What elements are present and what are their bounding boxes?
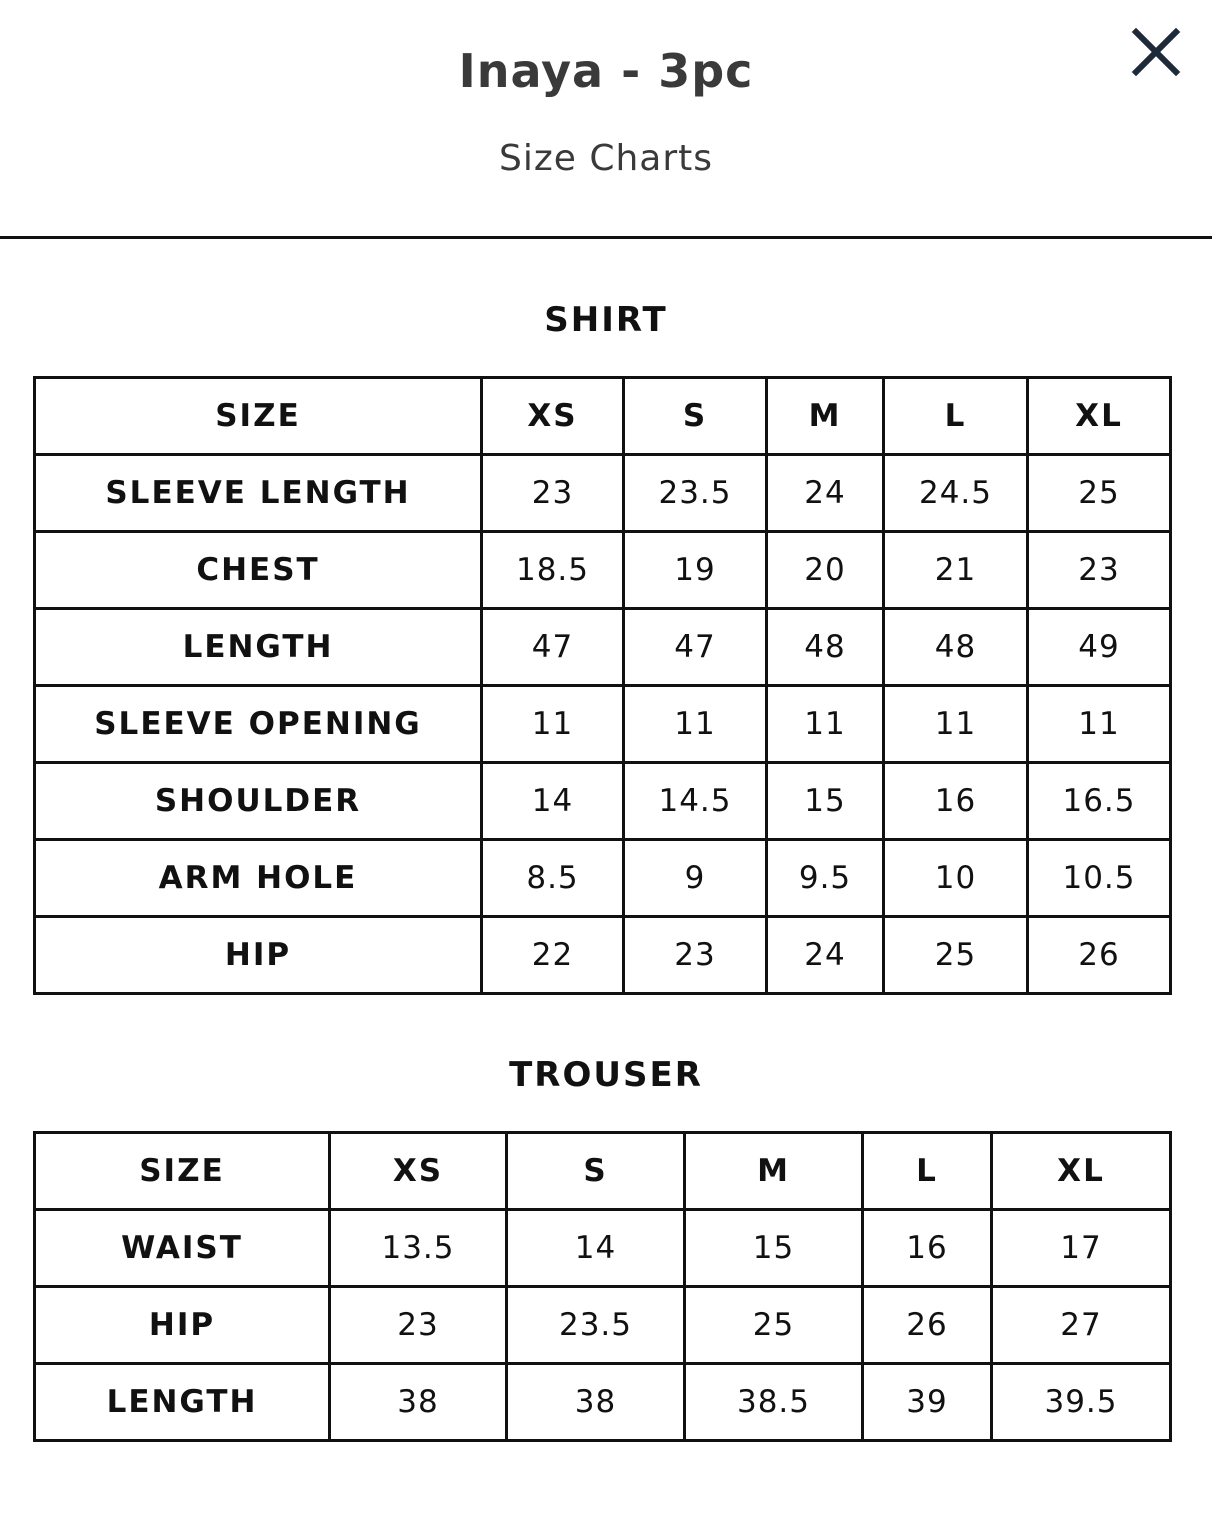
header-divider	[0, 236, 1212, 239]
table-row	[35, 532, 1171, 609]
table-cell: 11	[884, 686, 1028, 763]
table-cell: 8.5	[482, 840, 624, 917]
column-header: XL	[992, 1133, 1171, 1210]
table-cell: 16	[884, 763, 1028, 840]
table-cell: 24.5	[884, 455, 1028, 532]
table-cell: 39	[863, 1364, 992, 1441]
row-label: SHOULDER	[35, 763, 482, 840]
row-label: HIP	[35, 917, 482, 994]
table-cell: 15	[685, 1210, 863, 1287]
table-cell: 23	[330, 1287, 507, 1364]
table-cell: 47	[624, 609, 767, 686]
table-cell: 27	[992, 1287, 1171, 1364]
table-cell: 26	[863, 1287, 992, 1364]
column-header: S	[624, 378, 767, 455]
row-label: CHEST	[35, 532, 482, 609]
modal-header	[0, 0, 1212, 240]
table-header-row	[35, 1133, 1171, 1210]
table-cell: 11	[767, 686, 884, 763]
column-header: XS	[330, 1133, 507, 1210]
column-header: M	[685, 1133, 863, 1210]
table-cell: 48	[884, 609, 1028, 686]
table-cell: 23.5	[624, 455, 767, 532]
row-label: LENGTH	[35, 1364, 330, 1441]
table-row	[35, 455, 1171, 532]
table-cell: 15	[767, 763, 884, 840]
table-cell: 9	[624, 840, 767, 917]
trouser-size-table	[33, 1131, 1172, 1442]
table-cell: 16	[863, 1210, 992, 1287]
table-cell: 26	[1028, 917, 1171, 994]
column-header: S	[507, 1133, 685, 1210]
column-header: L	[863, 1133, 992, 1210]
shirt-size-table	[33, 376, 1172, 995]
table-cell: 39.5	[992, 1364, 1171, 1441]
table-cell: 14	[482, 763, 624, 840]
table-cell: 38	[507, 1364, 685, 1441]
row-label: HIP	[35, 1287, 330, 1364]
table-cell: 48	[767, 609, 884, 686]
table-cell: 16.5	[1028, 763, 1171, 840]
trouser-section-title: TROUSER	[509, 1055, 703, 1095]
table-cell: 23.5	[507, 1287, 685, 1364]
table-cell: 23	[482, 455, 624, 532]
close-icon	[1126, 22, 1186, 82]
column-header: SIZE	[35, 378, 482, 455]
table-row	[35, 609, 1171, 686]
table-cell: 19	[624, 532, 767, 609]
table-row	[35, 840, 1171, 917]
column-header: XS	[482, 378, 624, 455]
table-cell: 10.5	[1028, 840, 1171, 917]
table-row	[35, 686, 1171, 763]
table-cell: 13.5	[330, 1210, 507, 1287]
row-label: WAIST	[35, 1210, 330, 1287]
table-row	[35, 1210, 1171, 1287]
table-cell: 11	[482, 686, 624, 763]
column-header: SIZE	[35, 1133, 330, 1210]
table-cell: 14.5	[624, 763, 767, 840]
table-cell: 11	[1028, 686, 1171, 763]
table-cell: 11	[624, 686, 767, 763]
row-label: ARM HOLE	[35, 840, 482, 917]
row-label: SLEEVE LENGTH	[35, 455, 482, 532]
table-cell: 38	[330, 1364, 507, 1441]
table-cell: 10	[884, 840, 1028, 917]
table-cell: 24	[767, 917, 884, 994]
table-cell: 49	[1028, 609, 1171, 686]
table-cell: 25	[1028, 455, 1171, 532]
table-cell: 25	[884, 917, 1028, 994]
table-cell: 18.5	[482, 532, 624, 609]
table-cell: 22	[482, 917, 624, 994]
row-label: LENGTH	[35, 609, 482, 686]
table-cell: 24	[767, 455, 884, 532]
table-cell: 47	[482, 609, 624, 686]
table-cell: 38.5	[685, 1364, 863, 1441]
table-cell: 9.5	[767, 840, 884, 917]
close-button[interactable]	[1126, 22, 1186, 82]
page-title: Inaya - 3pc	[458, 44, 754, 98]
table-cell: 23	[624, 917, 767, 994]
page-subtitle: Size Charts	[498, 138, 714, 179]
table-cell: 23	[1028, 532, 1171, 609]
column-header: M	[767, 378, 884, 455]
table-cell: 20	[767, 532, 884, 609]
table-row	[35, 763, 1171, 840]
table-cell: 17	[992, 1210, 1171, 1287]
column-header: L	[884, 378, 1028, 455]
column-header: XL	[1028, 378, 1171, 455]
table-row	[35, 1287, 1171, 1364]
row-label: SLEEVE OPENING	[35, 686, 482, 763]
table-header-row	[35, 378, 1171, 455]
shirt-section-title: SHIRT	[544, 300, 668, 340]
table-cell: 25	[685, 1287, 863, 1364]
table-row	[35, 917, 1171, 994]
table-row	[35, 1364, 1171, 1441]
table-cell: 21	[884, 532, 1028, 609]
table-cell: 14	[507, 1210, 685, 1287]
